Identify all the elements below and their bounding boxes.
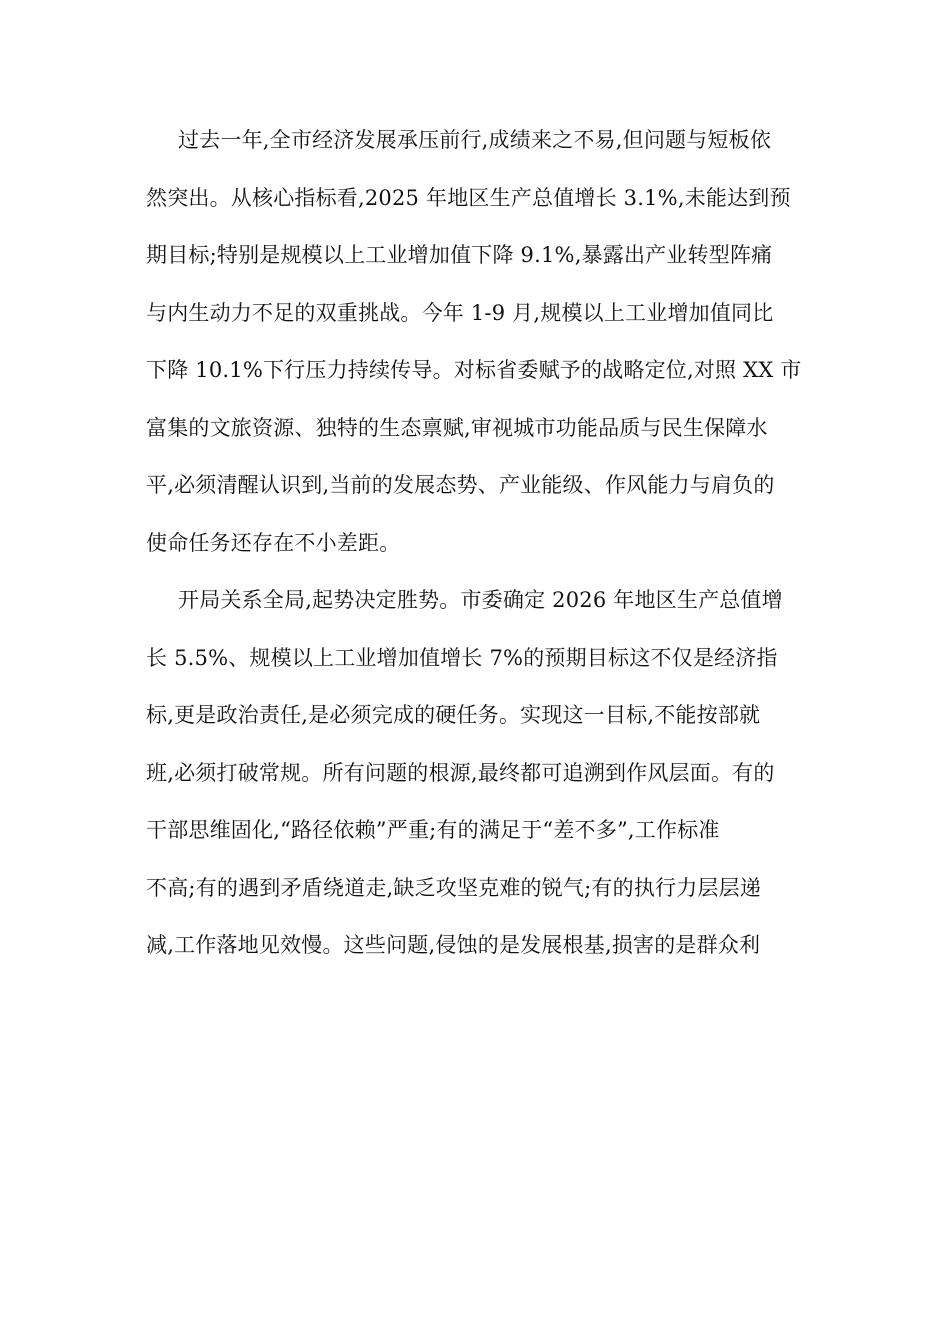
document-body [146, 112, 806, 975]
text-line: 平,必须清醒认识到,当前的发展态势、产业能级、作风能力与肩负的 [146, 473, 775, 497]
text-line: 与内生动力不足的双重挑战。今年 1-9 月,规模以上工业增加值同比 [146, 300, 774, 325]
text-line: 期目标;特别是规模以上工业增加值下降 9.1%,暴露出产业转型阵痛 [146, 243, 773, 267]
text-line: 干部思维固化,“路径依赖”严重;有的满足于“差不多”,工作标准 [146, 818, 720, 842]
text-line: 然突出。从核心指标看,2025 年地区生产总值增长 3.1%,未能达到预 [146, 185, 791, 210]
text-line: 过去一年,全市经济发展承压前行,成绩来之不易,但问题与短板依 [178, 128, 772, 152]
text-line: 富集的文旅资源、独特的生态禀赋,审视城市功能品质与民生保障水 [146, 415, 768, 440]
text-line: 减,工作落地见效慢。这些问题,侵蚀的是发展根基,损害的是群众利 [146, 933, 761, 957]
text-line: 标,更是政治责任,是必须完成的硬任务。实现这一目标,不能按部就 [146, 703, 761, 727]
text-line: 开局关系全局,起势决定胜势。市委确定 2026 年地区生产总值增 [178, 588, 783, 612]
text-line: 班,必须打破常规。所有问题的根源,最终都可追溯到作风层面。有的 [146, 760, 775, 785]
text-line: 使命任务还存在不小差距。 [146, 530, 401, 555]
text-line: 长 5.5%、规模以上工业增加值增长 7%的预期目标这不仅是经济指 [146, 645, 778, 670]
text-line: 下降 10.1%下行压力持续传导。对标省委赋予的战略定位,对照 XX 市 [146, 358, 802, 382]
paragraph [146, 572, 806, 975]
paragraph [146, 112, 806, 572]
text-line: 不高;有的遇到矛盾绕道走,缺乏攻坚克难的锐气;有的执行力层层递 [146, 875, 762, 900]
